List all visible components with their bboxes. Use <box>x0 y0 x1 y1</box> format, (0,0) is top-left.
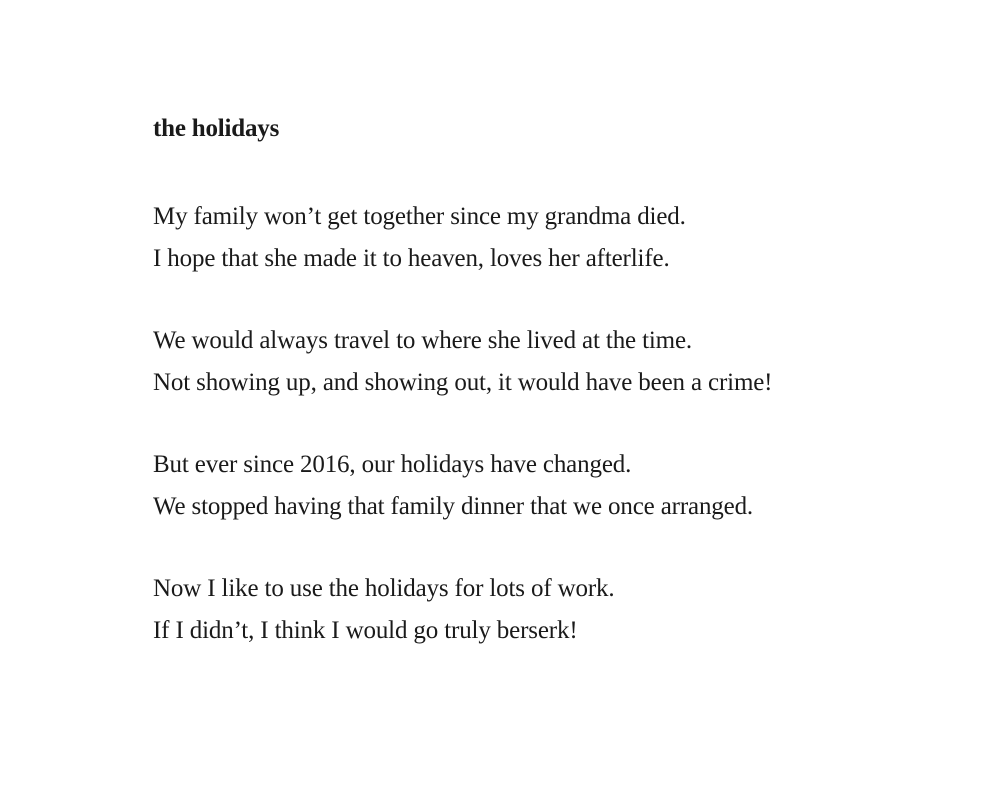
poem-page <box>153 112 953 692</box>
poem-line: Not showing up, and showing out, it would have been a crime! <box>153 369 773 396</box>
stanza-1 <box>153 196 953 280</box>
poem-line: I hope that she made it to heaven, loves her afterlife. <box>153 245 670 272</box>
poem-body <box>153 196 953 652</box>
stanza-2 <box>153 320 953 404</box>
poem-line: If I didn’t, I think I would go truly berserk! <box>153 617 578 644</box>
stanza-3 <box>153 444 953 528</box>
poem-line: We stopped having that family dinner that we once arranged. <box>153 493 754 520</box>
poem-title: the holidays <box>153 115 280 142</box>
stanza-4 <box>153 568 953 652</box>
poem-line: My family won’t get together since my grandma died. <box>153 203 686 230</box>
poem-line: We would always travel to where she lived at the time. <box>153 327 693 354</box>
poem-line: But ever since 2016, our holidays have changed. <box>153 451 632 478</box>
poem-line: Now I like to use the holidays for lots of work. <box>153 575 615 602</box>
